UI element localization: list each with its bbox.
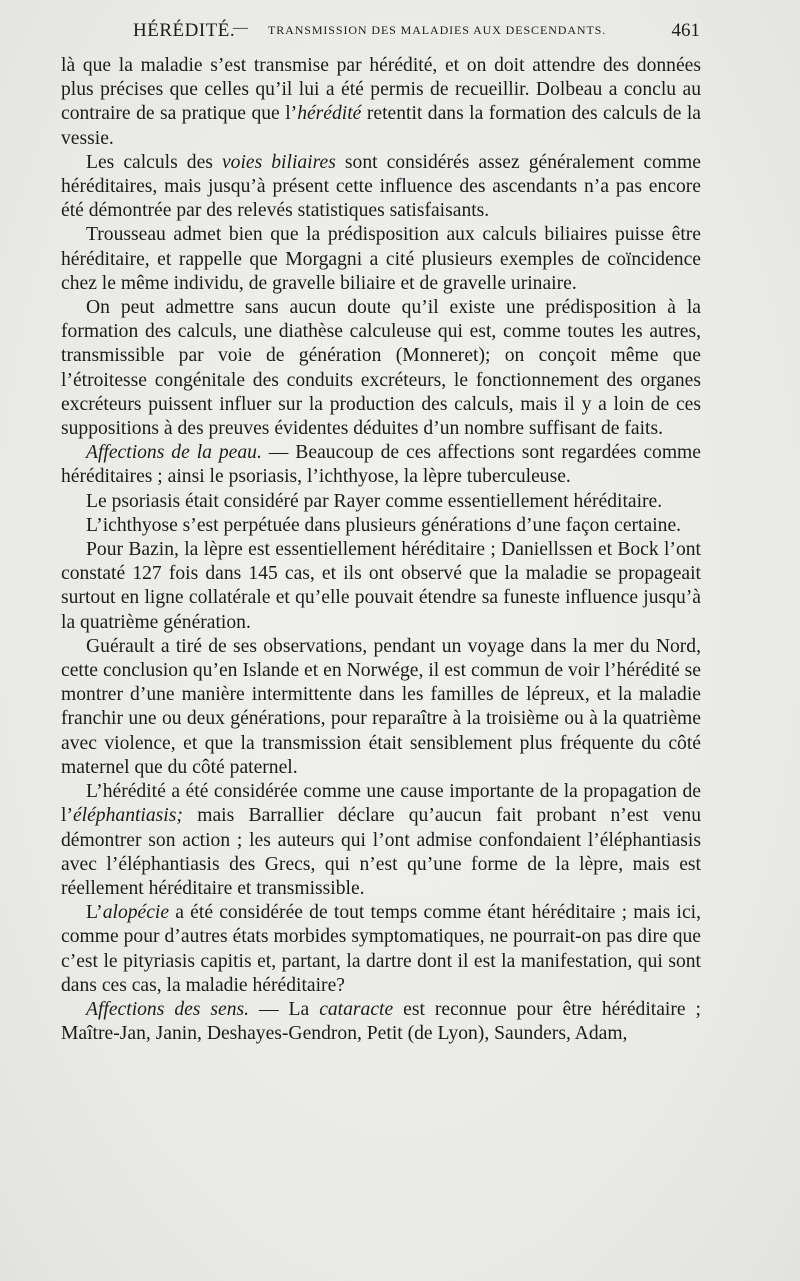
italic-text: voies biliaires bbox=[221, 151, 336, 173]
paragraph bbox=[61, 635, 701, 780]
paragraph bbox=[61, 780, 701, 901]
text-run: — Beaucoup de ces affections sont regardées comme héréditaires ; ainsi le psoriasis, l’ichthyose, la lèpre tuberculeuse. bbox=[61, 442, 701, 488]
text-run: — La bbox=[249, 998, 320, 1020]
text-run: Pour Bazin, la lèpre est essentiellement héréditaire ; Daniellssen et Bock l’ont constaté 127 fois dans 145 cas, et ils ont observé que la maladie se propageait surtout en ligne collatérale et qu’elle pouvait étendre sa funeste influence jusqu’à la quatrième génération. bbox=[61, 539, 701, 633]
italic-text: Affections de la peau. bbox=[86, 442, 262, 464]
italic-text: hérédité bbox=[297, 103, 362, 125]
paragraph bbox=[61, 296, 701, 441]
text-run: L’ bbox=[86, 902, 103, 924]
header-dash: — bbox=[233, 20, 248, 36]
text-run: L’hérédité a été considérée comme une cause importante de la propagation de l’ bbox=[61, 781, 701, 827]
paragraph bbox=[61, 538, 701, 635]
text-run: L’ichthyose s’est perpétuée dans plusieurs générations d’une façon certaine. bbox=[86, 514, 682, 536]
body-text bbox=[61, 54, 701, 1046]
paragraph bbox=[61, 514, 701, 538]
italic-text: alopécie bbox=[102, 902, 170, 924]
text-run: mais Barrallier déclare qu’aucun fait probant n’est venu démontrer son action ; les auteurs qui l’ont admise confondaient l’éléphantiasis avec l’éléphantiasis des Grecs, qui n’est qu’une forme de la lèpre, mais est réellement héréditaire et transmissible. bbox=[61, 805, 701, 899]
text-run: Le psoriasis était considéré par Rayer comme essentiellement héréditaire. bbox=[86, 490, 663, 512]
italic-text: éléphantiasis; bbox=[72, 805, 183, 827]
italic-text: Affections des sens. bbox=[86, 998, 250, 1020]
text-run: sont considérés assez généralement comme héréditaires, mais jusqu’à présent cette influence des ascendants n’a pas encore été démontrée par des relevés statistiques satisfaisants. bbox=[61, 151, 701, 222]
header-subtitle: TRANSMISSION DES MALADIES AUX DESCENDANTS. bbox=[268, 23, 607, 37]
text-run: Guérault a tiré de ses observations, pendant un voyage dans la mer du Nord, cette conclusion qu’en Islande et en Norwége, il est commun de voir l’hérédité se montrer d’une manière intermittente dans les familles de lépreux, et la maladie franchir une ou deux générations, pour reparaître à la troisième ou à la quatrième avec violence, et que la transmission était sensiblement plus fréquente du côté maternel que du côté paternel. bbox=[61, 635, 701, 778]
running-header bbox=[133, 20, 700, 46]
paragraph bbox=[61, 151, 701, 224]
text-run: est reconnue pour être héréditaire ; Maître-Jan, Janin, Deshayes-Gendron, Petit (de Lyon), Saunders, Adam, bbox=[61, 998, 701, 1045]
header-title: HÉRÉDITÉ. bbox=[133, 20, 236, 41]
paragraph bbox=[61, 223, 701, 296]
text-run: là que la maladie s’est transmise par hérédité, et on doit attendre des données plus précises que celles qu’il lui a été permis de recueillir. Dolbeau a conclu au contraire de sa pratique que l’ bbox=[61, 55, 701, 125]
text-run: a été considérée de tout temps comme étant héréditaire ; mais ici, comme pour d’autres états morbides symptomatiques, ne pourrait-on pas dire que c’est le pityriasis capitis et, partant, la dartre dont il est la manifestation, qui sont dans ces cas, la maladie héréditaire? bbox=[61, 902, 701, 996]
paragraph bbox=[61, 998, 701, 1046]
italic-text: cataracte bbox=[319, 998, 394, 1020]
paragraph bbox=[61, 490, 701, 514]
page-number: 461 bbox=[671, 20, 700, 41]
text-run: On peut admettre sans aucun doute qu’il existe une prédisposition à la formation des calculs, une diathèse calculeuse qui est, comme toutes les autres, transmissible par voie de génération (Monneret); on conçoit même que l’étroitesse congénitale des conduits excréteurs, le fonctionnement des organes excréteurs puissent influer sur la production des calculs, mais il y a loin de ces suppositions à des preuves évidentes déduites d’un nombre suffisant de faits. bbox=[61, 297, 701, 440]
paragraph bbox=[61, 441, 701, 489]
paragraph bbox=[61, 54, 701, 151]
text-run: retentit dans la formation des calculs de la vessie. bbox=[61, 103, 702, 149]
text-run: Trousseau admet bien que la prédisposition aux calculs biliaires puisse être héréditaire, et rappelle que Morgagni a cité plusieurs exemples de coïncidence chez le même individu, de gravelle biliaire et de gravelle urinaire. bbox=[61, 224, 701, 294]
text-run: Les calculs des bbox=[86, 151, 222, 173]
paragraph bbox=[61, 901, 701, 998]
